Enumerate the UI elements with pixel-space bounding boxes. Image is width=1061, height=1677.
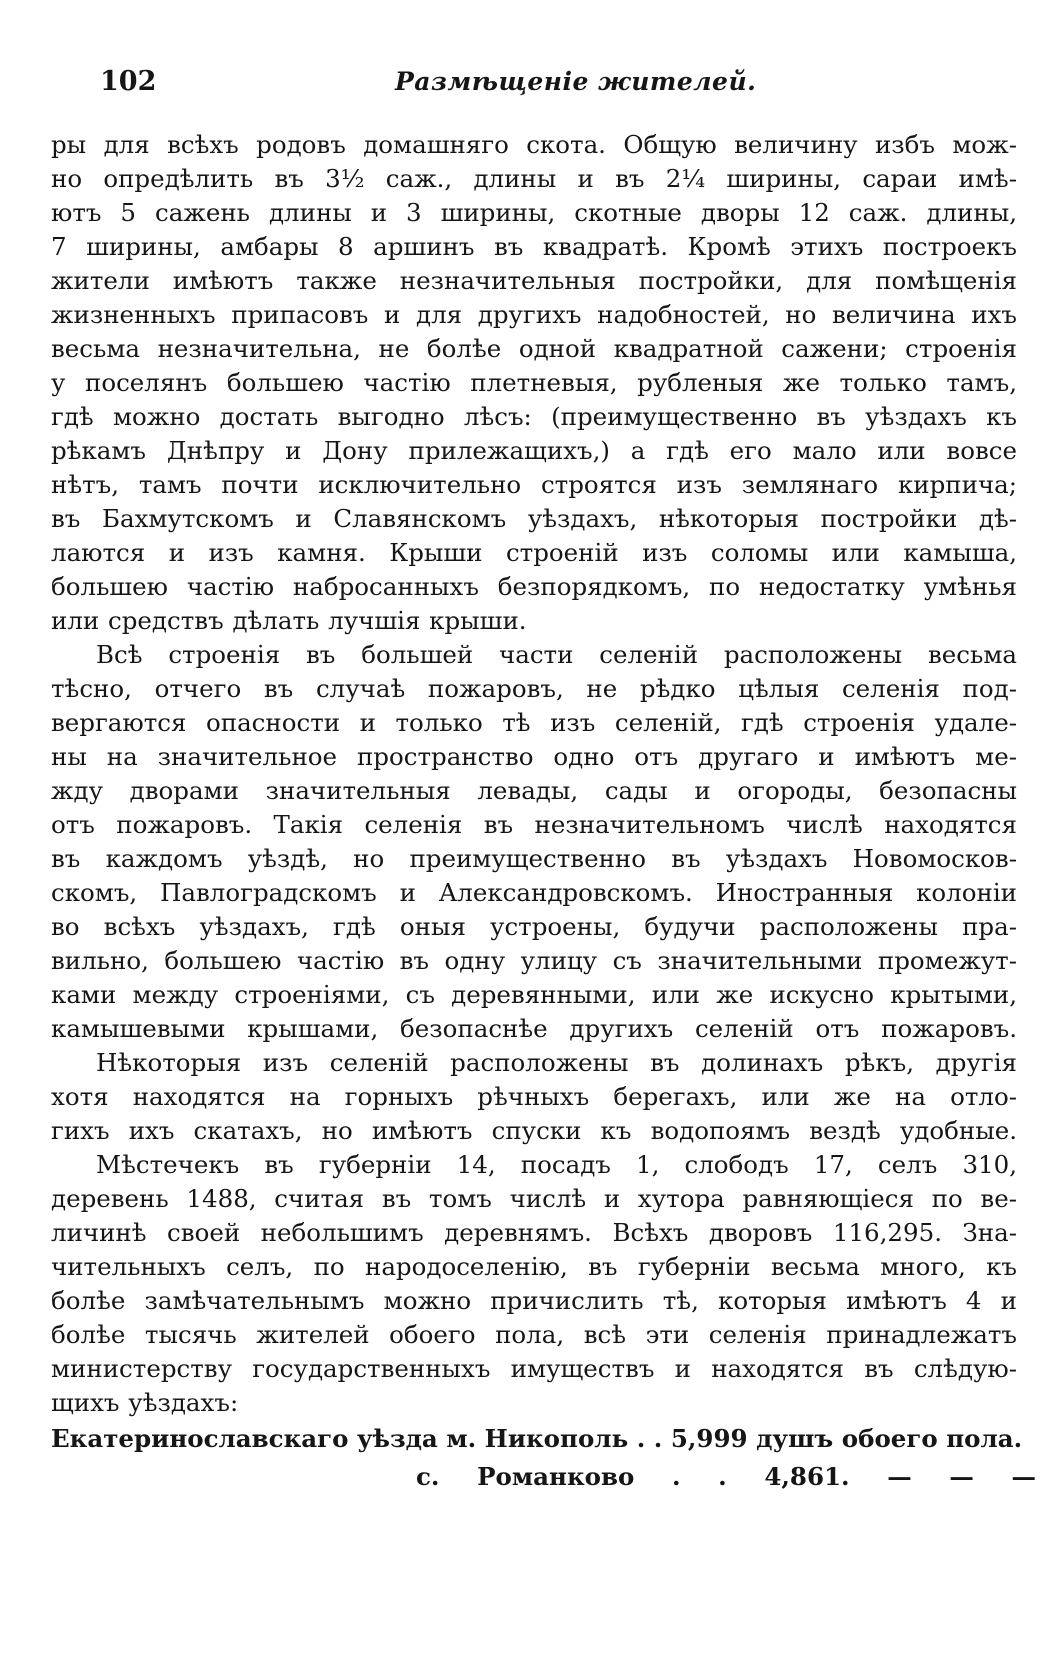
settlement-row: с. Романково . . 4,861. — — —	[416, 1462, 1036, 1491]
text-line: ры для всѣхъ родовъ домашняго скота. Общую величину избъ мож-	[51, 130, 1017, 159]
text-line: ютъ 5 сажень длины и 3 ширины, скотные дворы 12 саж. длины,	[51, 198, 1017, 227]
paragraph-start: Нѣкоторыя изъ селеній расположены въ долинахъ рѣкъ, другія	[96, 1048, 1017, 1077]
page-number: 102	[100, 66, 157, 97]
text-line: лаются и изъ камня. Крыши строеній изъ соломы или камыша,	[51, 538, 1017, 567]
text-line: у поселянъ большею частію плетневыя, рубленыя же только тамъ,	[51, 368, 1017, 397]
running-title: Размѣщеніе жителей.	[395, 67, 757, 96]
text-line: рѣкамъ Днѣпру и Дону прилежащихъ,) а гдѣ его мало или вовсе	[51, 436, 1017, 465]
text-line: тѣсно, отчего въ случаѣ пожаровъ, не рѣдко цѣлыя селенія под-	[51, 674, 1017, 703]
text-line: чительныхъ селъ, по народоселенію, въ губерніи весьма много, къ	[51, 1252, 1017, 1281]
text-line: жду дворами значительныя левады, сады и огороды, безопасны	[51, 776, 1017, 805]
text-line: скомъ, Павлоградскомъ и Александровскомъ. Иностранныя колоніи	[51, 878, 1017, 907]
text-line: жизненныхъ припасовъ и для другихъ надобностей, но величина ихъ	[51, 300, 1017, 329]
page-header	[100, 66, 1020, 106]
text-line: или средствъ дѣлать лучшія крыши.	[51, 606, 527, 635]
body-text	[51, 128, 1036, 1496]
text-line: во всѣхъ уѣздахъ, гдѣ оныя устроены, будучи расположены пра-	[51, 912, 1017, 941]
text-line: жители имѣютъ также незначительныя постройки, для помѣщенія	[51, 266, 1017, 295]
text-line: личинѣ своей небольшимъ деревнямъ. Всѣхъ дворовъ 116,295. Зна-	[51, 1218, 1017, 1247]
text-line: нѣтъ, тамъ почти исключительно строятся изъ землянаго кирпича;	[51, 470, 1017, 499]
text-line: въ Бахмутскомъ и Славянскомъ уѣздахъ, нѣкоторыя постройки дѣ-	[51, 504, 1017, 533]
text-line: отъ пожаровъ. Такія селенія въ незначительномъ числѣ находятся	[51, 810, 1017, 839]
text-line: гдѣ можно достать выгодно лѣсъ: (преимущественно въ уѣздахъ къ	[51, 402, 1017, 431]
text-line: болѣе замѣчательнымъ можно причислить тѣ, которыя имѣютъ 4 и	[51, 1286, 1017, 1315]
text-line: щихъ уѣздахъ:	[51, 1388, 239, 1417]
text-line: вергаются опасности и только тѣ изъ селеній, гдѣ строенія удале-	[51, 708, 1017, 737]
text-line: камышевыми крышами, безопаснѣе другихъ селеній отъ пожаровъ.	[51, 1014, 1017, 1043]
text-line: 7 ширины, амбары 8 аршинъ въ квадратѣ. Кромѣ этихъ построекъ	[51, 232, 1017, 261]
text-line: въ каждомъ уѣздѣ, но преимущественно въ уѣздахъ Новомосков-	[51, 844, 1017, 873]
text-line: ны на значительное пространство одно отъ другаго и имѣютъ ме-	[51, 742, 1017, 771]
paragraph-start: Всѣ строенія въ большей части селеній расположены весьма	[96, 640, 1017, 669]
text-line: но опредѣлить въ 3½ саж., длины и въ 2¼ ширины, сараи имѣ-	[51, 164, 1017, 193]
paragraph-start: Мѣстечекъ въ губерніи 14, посадъ 1, слободъ 17, селъ 310,	[96, 1150, 1017, 1179]
text-line: хотя находятся на горныхъ рѣчныхъ берегахъ, или же на отло-	[51, 1082, 1017, 1111]
text-line: деревень 1488, считая въ томъ числѣ и хутора равняющіеся по ве-	[51, 1184, 1017, 1213]
text-line: ками между строеніями, съ деревянными, или же искусно крытыми,	[51, 980, 1017, 1009]
text-line: болѣе тысячь жителей обоего пола, всѣ эти селенія принадлежатъ	[51, 1320, 1017, 1349]
text-line: вильно, большею частію въ одну улицу съ значительными промежут-	[51, 946, 1017, 975]
text-line: гихъ ихъ скатахъ, но имѣютъ спуски къ водопоямъ вездѣ удобные.	[51, 1116, 1017, 1145]
text-line: весьма незначительна, не болѣе одной квадратной сажени; строенія	[51, 334, 1017, 363]
text-line: министерству государственныхъ имуществъ и находятся въ слѣдую-	[51, 1354, 1017, 1383]
settlement-row: Екатеринославскаго уѣзда м. Никополь . . 5,999 душъ обоего пола.	[51, 1424, 1023, 1453]
text-line: большею частію набросанныхъ безпорядкомъ, по недостатку умѣнья	[51, 572, 1017, 601]
